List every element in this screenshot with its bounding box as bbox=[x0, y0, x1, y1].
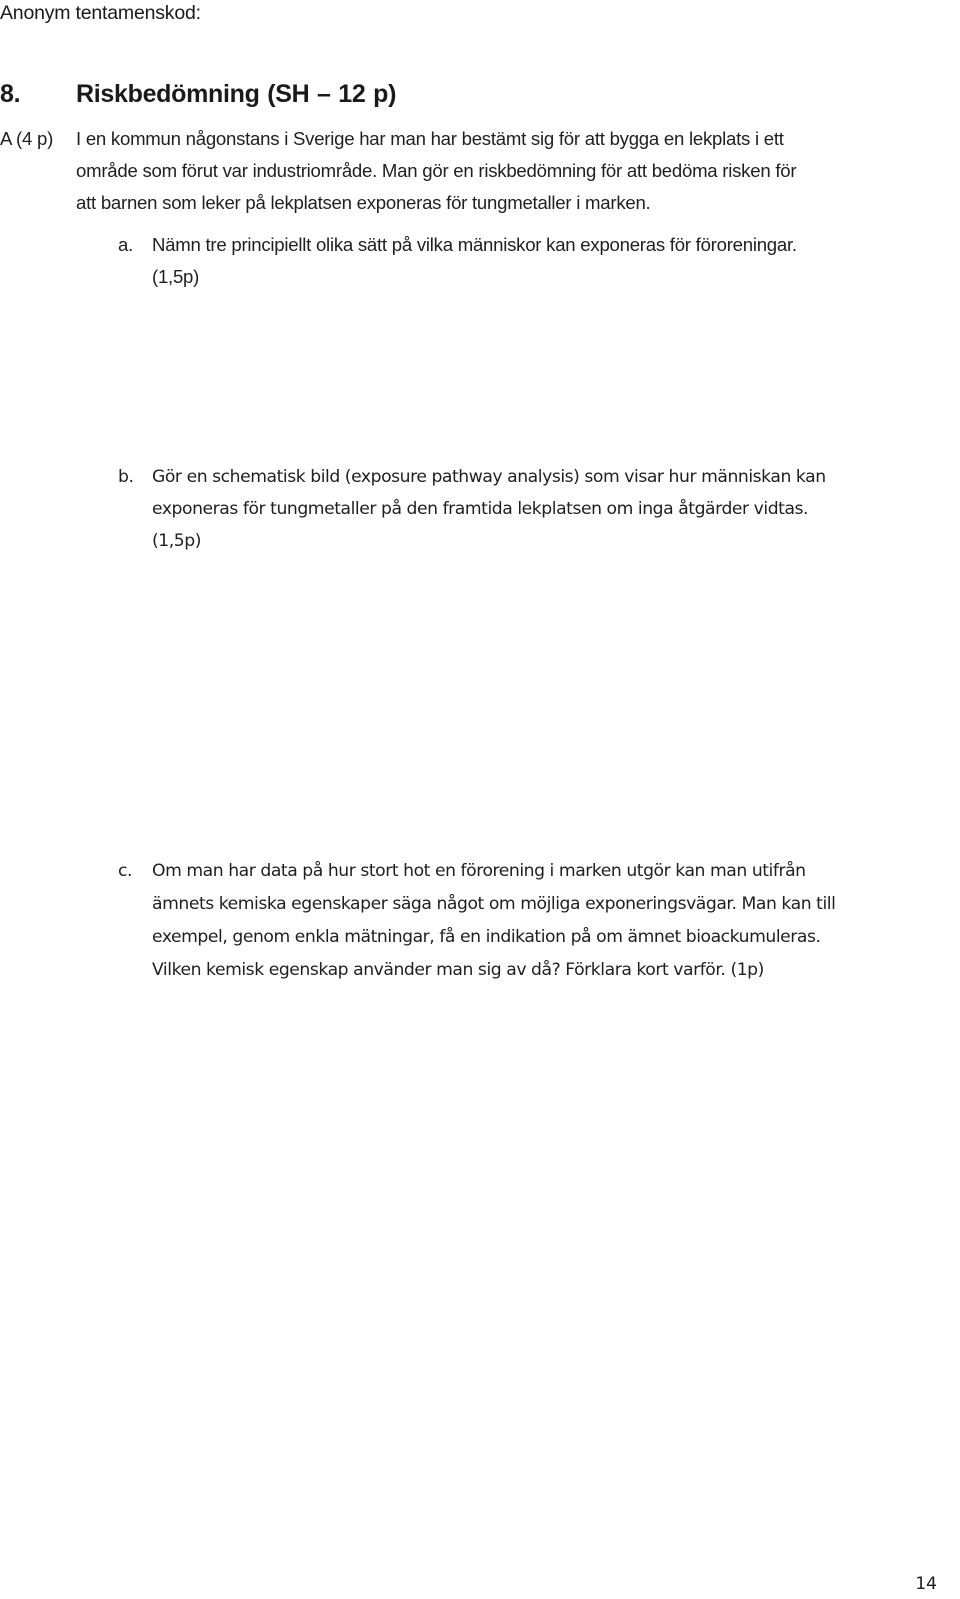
question-b-points: (1,5p) bbox=[152, 531, 201, 551]
section-title: Riskbedömning (SH – 12 p) bbox=[76, 80, 397, 108]
question-a-line: Nämn tre principiellt olika sätt på vilka människor kan exponeras för föroreningar. bbox=[152, 234, 797, 255]
section-number: 8. bbox=[0, 80, 21, 108]
question-c-line: exempel, genom enkla mätningar, få en indikation på om ämnet bioackumuleras. bbox=[152, 927, 821, 947]
question-b-line: exponeras för tungmetaller på den framtida lekplatsen om inga åtgärder vidtas. bbox=[152, 499, 809, 519]
question-c-line: Vilken kemisk egenskap använder man sig av då? Förklara kort varför. (1p) bbox=[152, 960, 764, 980]
question-a-letter: a. bbox=[118, 234, 134, 255]
question-c-letter: c. bbox=[118, 861, 133, 881]
part-a-intro-line: område som förut var industriområde. Man gör en riskbedömning för att bedöma risken för bbox=[76, 160, 797, 181]
anonymous-code-label: Anonym tentamenskod: bbox=[0, 2, 201, 24]
part-a-intro-line: I en kommun någonstans i Sverige har man har bestämt sig för att bygga en lekplats i ett bbox=[76, 128, 784, 149]
question-b-line: Gör en schematisk bild (exposure pathway analysis) som visar hur människan kan bbox=[152, 467, 826, 487]
question-a-points: (1,5p) bbox=[152, 266, 200, 287]
question-c-line: Om man har data på hur stort hot en förorening i marken utgör kan man utifrån bbox=[152, 861, 806, 881]
question-b-letter: b. bbox=[118, 467, 134, 487]
question-c-line: ämnets kemiska egenskaper säga något om möjliga exponeringsvägar. Man kan till bbox=[152, 894, 836, 914]
page-number: 14 bbox=[915, 1574, 937, 1594]
part-a-label: A (4 p) bbox=[0, 128, 54, 149]
part-a-intro-line: att barnen som leker på lekplatsen exponeras för tungmetaller i marken. bbox=[76, 192, 651, 213]
section-heading bbox=[0, 80, 396, 109]
